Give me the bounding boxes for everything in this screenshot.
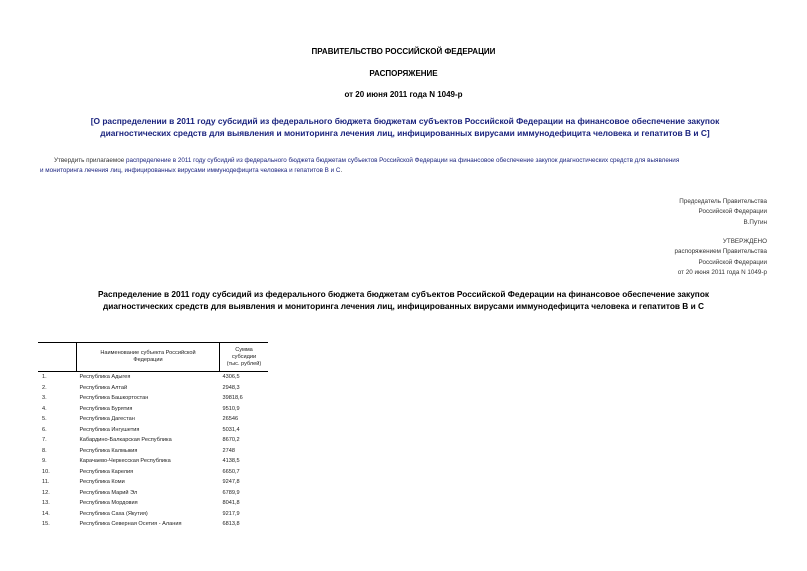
table-row [38, 509, 268, 520]
approval-date: от 20 июня 2011 года N 1049-р [677, 269, 767, 277]
row-subsidy-amount: 39818,6 [222, 395, 243, 402]
column-header-subject-name-line-2: Федерации [133, 357, 163, 363]
row-subject-name: Республика Мордовия [79, 500, 138, 507]
section-title-line-1: Распределение в 2011 году субсидий из федерального бюджета бюджетам субъектов Российской Федерации на финансовое обеспечение закупок [97, 289, 710, 299]
row-subsidy-amount: 8670,2 [222, 437, 240, 444]
table-row [38, 435, 268, 446]
row-number: 13. [42, 500, 50, 507]
order-paragraph [40, 156, 770, 176]
row-number: 5. [42, 416, 47, 423]
row-number: 9. [42, 458, 47, 465]
row-subject-name: Республика Коми [79, 479, 125, 486]
government-heading: ПРАВИТЕЛЬСТВО РОССИЙСКОЙ ФЕДЕРАЦИИ [311, 47, 496, 56]
row-subsidy-amount: 9247,8 [222, 479, 240, 486]
row-subsidy-amount: 4138,5 [222, 458, 240, 465]
column-header-subsidy-amount-line-2: субсидии [231, 353, 257, 360]
row-subsidy-amount: 26546 [222, 416, 239, 423]
row-subject-name: Республика Северная Осетия - Алания [79, 521, 182, 528]
row-subsidy-amount: 5031,4 [222, 426, 240, 433]
table-row [38, 467, 268, 478]
row-subject-name: Республика Марий Эл [79, 489, 138, 496]
approval-authority: распоряжением Правительства [674, 248, 767, 256]
row-subject-name: Республика Адыгея [79, 374, 131, 381]
row-subject-name: Республика Дагестан [79, 416, 135, 423]
document-date-number: от 20 июня 2011 года N 1049-р [344, 90, 463, 99]
row-number: 7. [42, 437, 47, 444]
row-number: 1. [42, 374, 47, 381]
row-subject-name: Республика Бурятия [79, 405, 133, 412]
distribution-link[interactable]: распределение в 2011 году субсидий из федерального бюджета бюджетам субъектов Российской Федерации на финансовое обеспечение закупок диагностических средств для выявления [125, 157, 680, 164]
row-number: 11. [42, 479, 50, 486]
row-subject-name: Карачаево-Черкесская Республика [79, 458, 171, 465]
table-row [38, 498, 268, 509]
row-number: 2. [42, 384, 47, 391]
approval-heading: УТВЕРЖДЕНО [722, 238, 767, 245]
column-header-subsidy-amount [220, 343, 269, 372]
signature-country: Российской Федерации [698, 208, 767, 216]
row-number: 14. [42, 510, 50, 517]
table-row [38, 446, 268, 457]
row-subject-name: Республика Саха (Якутия) [79, 510, 148, 517]
table-row [38, 519, 268, 530]
distribution-section-title [40, 289, 767, 312]
column-header-subsidy-amount-line-1: Сумма [235, 346, 253, 353]
table-row [38, 477, 268, 488]
row-subsidy-amount: 9510,9 [222, 405, 240, 412]
section-title-line-2: диагностических средств для выявления и мониторинга лечения лиц, инфицированных вирусами иммунодефицита человека и гепатитов В и С [103, 300, 704, 311]
order-suffix: . [340, 167, 343, 174]
row-subject-name: Республика Карелия [79, 468, 134, 475]
table-header-row [38, 343, 268, 372]
row-subsidy-amount: 2948,3 [222, 384, 240, 391]
subsidy-distribution-table [38, 342, 268, 530]
row-subsidy-amount: 2748 [222, 447, 235, 454]
document-title-link[interactable] [60, 115, 750, 139]
row-number: 12. [42, 489, 50, 496]
table-row [38, 414, 268, 425]
row-number: 8. [42, 447, 47, 454]
table-row [38, 404, 268, 415]
row-subject-name: Республика Ингушетия [79, 426, 140, 433]
order-prefix: Утвердить прилагаемое [54, 157, 126, 164]
table-row [38, 393, 268, 404]
signature-name: В.Путин [743, 218, 767, 226]
row-number: 4. [42, 405, 47, 412]
row-number: 10. [42, 468, 50, 475]
document-title-line-2: диагностических средств для выявления и мониторинга лечения лиц, инфицированных вирусами иммунодефицита человека и гепатитов В и С] [100, 128, 710, 138]
signature-position: Председатель Правительства [679, 198, 767, 205]
table-row [38, 425, 268, 436]
order-paragraph-line-2 [40, 166, 770, 176]
row-number: 3. [42, 395, 47, 402]
column-header-number [38, 343, 77, 372]
row-number: 6. [42, 426, 47, 433]
approval-block [675, 237, 767, 279]
table-row [38, 456, 268, 467]
document-title-line-1: [О распределении в 2011 году субсидий из федерального бюджета бюджетам субъектов Российской Федерации на финансовое обеспечение закупок [90, 116, 720, 126]
distribution-link-continued[interactable]: и мониторинга лечения лиц, инфицированных вирусами иммунодефицита человека и гепатитов В и С [40, 167, 341, 174]
table-row [38, 372, 268, 383]
column-header-subject-name-line-1: Наименование субъекта Российской [100, 350, 196, 356]
order-paragraph-line-1 [40, 156, 770, 166]
row-subject-name: Республика Алтай [79, 384, 128, 391]
row-number: 15. [42, 521, 50, 528]
table-row [38, 383, 268, 394]
table-row [38, 488, 268, 499]
row-subsidy-amount: 6813,8 [222, 521, 240, 528]
row-subsidy-amount: 6789,9 [222, 489, 240, 496]
row-subsidy-amount: 6650,7 [222, 468, 240, 475]
approval-country: Российской Федерации [698, 258, 767, 266]
row-subject-name: Республика Башкортостан [79, 395, 149, 402]
row-subject-name: Республика Калмыкия [79, 447, 138, 454]
column-header-subject-name [77, 343, 220, 372]
row-subsidy-amount: 9217,9 [222, 510, 240, 517]
column-header-subsidy-amount-line-3: (тыс. рублей) [226, 360, 262, 367]
document-type-heading: РАСПОРЯЖЕНИЕ [369, 69, 438, 78]
row-subsidy-amount: 4306,5 [222, 374, 240, 381]
row-subsidy-amount: 8041,8 [222, 500, 240, 507]
row-subject-name: Кабардино-Балкарская Республика [79, 437, 172, 444]
signature-block [679, 197, 767, 228]
